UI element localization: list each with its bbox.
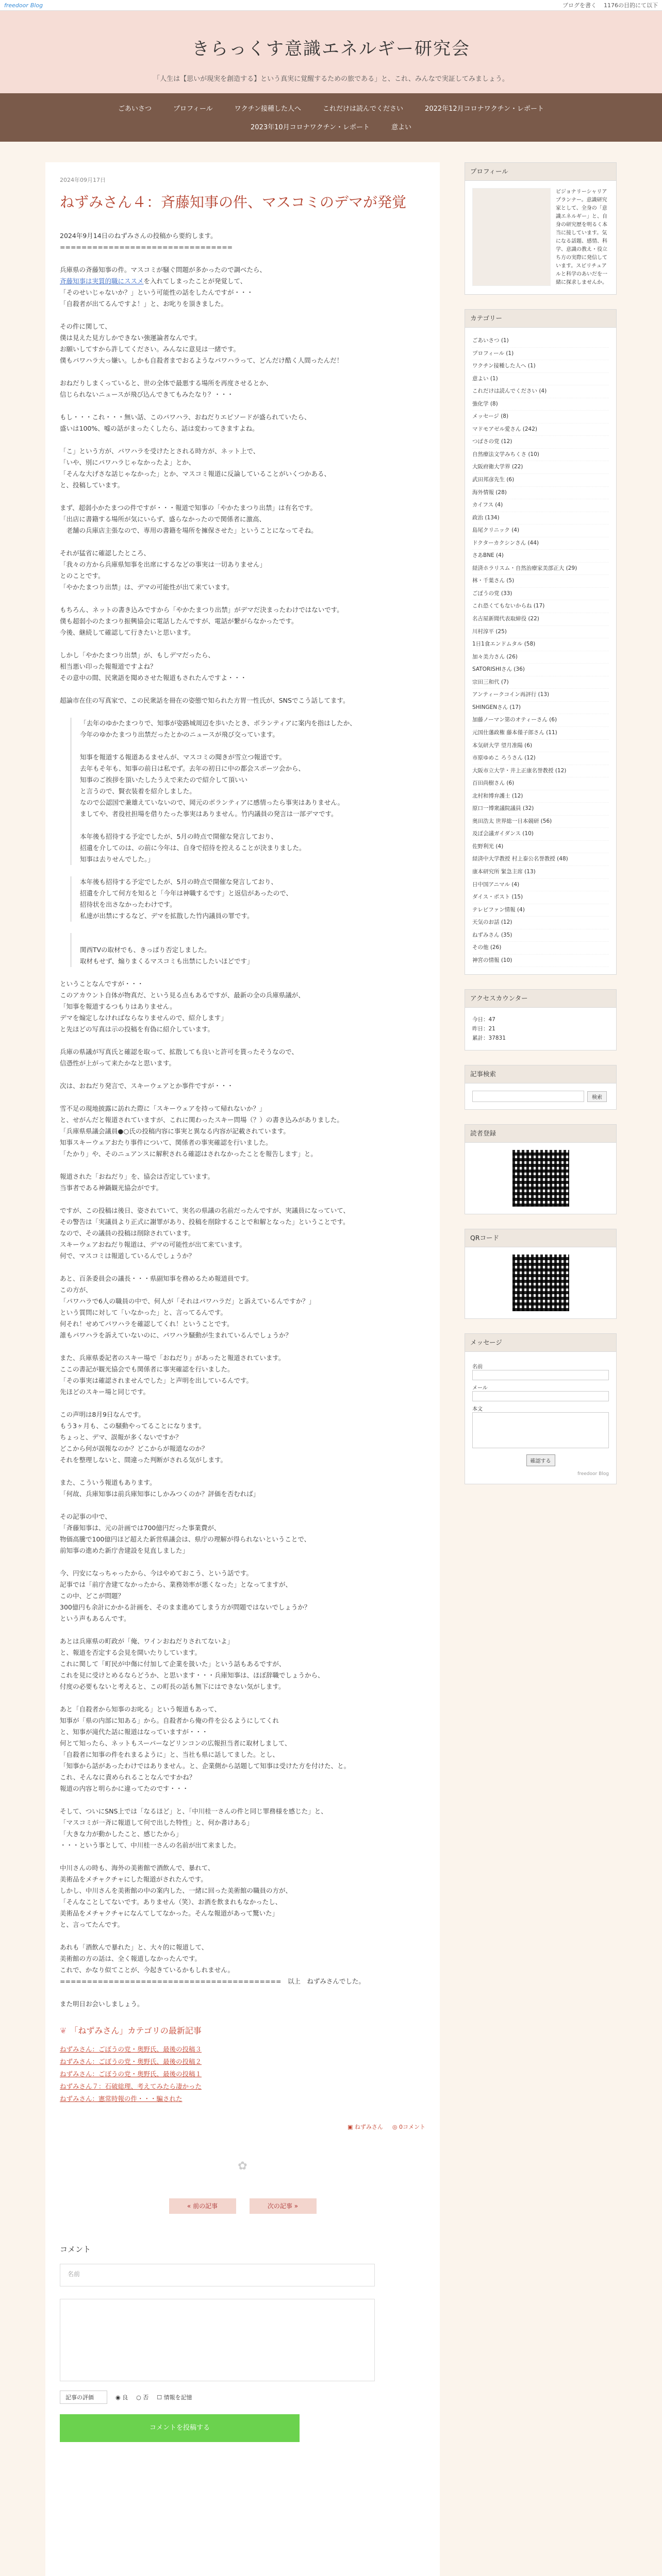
msg-body-textarea[interactable]	[472, 1412, 609, 1448]
post-paragraph: 兵庫の県議が写真氏と確認を取って、拡散しても良いと許可を貰ったそうなので、 信憑性が上がって来たかなと思います。	[60, 1048, 299, 1067]
post-paragraph: あと「自殺者から知事のお叱る」という報道もあって、 知事が「県の内部に知ある」から。自殺者から俺の件を公るようにしてくれ と、知事が滝代た話に報道はなっていますが・・・ 何とて知ったら、ネットもスーパーなどリンコンの広報担当者に取材しまして、 「自殺者に知事の件をれまるように」と、当社も県に話してました。とし、 「知事から話があったわけではありません。と、企業側から話題して知事は受けた方を付けた、と。 これ、そんなに責められることなんですかね？ 報道の内容と明らかに違ってたのです・・・	[60, 1705, 351, 1792]
post-paragraph: この声明は8月9日なんです。 もう3ヶ月も、この騒動やってることになります。 ちょっと、デマ、誤報が多くないですか？ どこから何が誤報なのか？どこからが報道なのか？ それを整理しないと、間違った判断がされる気がします。	[60, 1411, 227, 1464]
message-widget	[465, 1333, 617, 1484]
nav-item[interactable]: ワクチン接種した人へ	[234, 105, 302, 113]
post-paragraph: また明日お会いしましょう。	[60, 2000, 144, 2008]
category-latest-item	[60, 2093, 425, 2105]
profile-avatar	[472, 188, 551, 286]
top-bar-right-link[interactable]: 1176の目的にて以下	[604, 2, 658, 9]
search-widget-title: 記事検索	[465, 1065, 616, 1083]
category-item[interactable]: プロフィール (1)	[472, 348, 609, 361]
category-latest-link[interactable]: ねずみさん：憲常時報の件・・・騙された	[60, 2095, 183, 2103]
msg-confirm-button[interactable]: 確認する	[526, 1454, 555, 1466]
category-item[interactable]: 川村淳平 (25)	[472, 626, 609, 639]
write-blog-link[interactable]: ブログを書く	[562, 2, 597, 9]
category-item[interactable]: 百田尚樹さん (6)	[472, 777, 609, 790]
post-paragraph: あとは兵庫県の町政が「俺、ワインおねだりされてないよ」 と、報道を否定する会見を開いたりしています。 これに関して「町民が中傷に付加して企業を扱いた」という話もあるですが、 これを見に受けとめるならどうか、と思います・・・兵庫知事は、ほぼ辞職でしょうから、 付度の必要もないと考えると、この町長の話も無下にはできない気がします。	[60, 1637, 324, 1690]
qr-widget-title: QRコード	[465, 1229, 616, 1247]
post-paragraph: あれも「酒飲んで暴れた」と、大々的に報道して、 美術館の方の話は、全く報道しなかったんです。 これで、かなり似てことが、今起きているかもしれません。 ========================================= 以上 ねずみさんでした。	[60, 1943, 365, 1985]
post-paragraph: また、兵庫県委記者のスキー場で「おねだり」があったと報道されています。 ここの書記が観光協会でも関係者に事実確認を行いました。 「その事実は確認されませんでした」と声明を出しているんです。 先ほどのスキー場と同じです。	[60, 1354, 285, 1396]
post-paragraph: 「こ」という方が、パワハラを受けたとされる時方が、ネット上で、 「いや、別にパワハラじゃなかったよ」とか、 「そんな大げさな話じゃなかった」とか、マスコミ報道に反論していることがいくつかある、 と、投稿しています。	[60, 447, 331, 489]
category-item[interactable]: 佐野利光 (4)	[472, 841, 609, 854]
category-latest-title: 「ねずみさん」カテゴリの最新記事	[70, 2026, 202, 2036]
category-item[interactable]: 及ぼ会議ガイダンス (10)	[472, 828, 609, 841]
post-text: 兵庫県の斉藤知事の件。マスコミが騒ぐ問題が多かったので調べたら、	[60, 266, 267, 274]
post-paragraph: あと、百条委員会の議長・・・県副知事を務めるため報道員です。 この方が、 「パワハラで6人の職員の中で、何人が「それはパワハラだ」と訴えているんですか？」 という質問に対して「いなかった」と、言ってるんです。 何それ！せめてパワハラを確認してくれ！ということです。 誰もパワハラを訴えていないのに、パワハラ騒動が生まれているんでしょうか？	[60, 1275, 316, 1339]
post-text: を入れてしまったことが発覚して、 「そのせいじゃないか？」という可能性の話をしたんですが・・・ 「自殺者が出てるんですよ！」と、お叱りを頂きました。	[60, 277, 254, 308]
search-input[interactable]	[472, 1091, 584, 1102]
category-item[interactable]: その他 (26)	[472, 942, 609, 955]
reader-qr-code[interactable]	[512, 1150, 569, 1207]
msg-body-label: 本文	[472, 1406, 483, 1413]
nav-item[interactable]: 意よい	[391, 123, 411, 131]
post-paragraph: 今、円安になっちゃったから、今はやめておこう、という話です。 記事では「前庁舎建てなかったから、業務効率が悪くなった」となってますが、 この中、どこが問題？ 300億円も余計にかかる計画を、そのまま進めてしまう方が問題ではないでしょうか？ という声もあるんです。	[60, 1569, 311, 1622]
category-item[interactable]: SHINGENさん (17)	[472, 702, 609, 715]
category-item[interactable]: 北村和博弁護士 (12)	[472, 790, 609, 803]
profile-text: ビジョナリーシャリアプランナー。意識研究家として、全身の「意識エネルギー」と、自身の研究歴を明るく本当に接しています。気になる話題、感情、科学、意識の教え・役立ち方の実際に発信しています。スピリチュアルと科学のあいだを一緒に探求しませんか。	[556, 189, 607, 285]
post-title[interactable]: ねずみさん４：斉藤知事の件、マスコミのデマが発覚	[60, 194, 407, 211]
post-paragraph: ですが、この投稿は後日、姿されていて、実名の県議の名前だったんですが、実議員になっていて、 その警告は「実議員より正式に謝罪があり、投稿を削除することで和解となった」ということです。 なので、その議員の投稿は削除されています。 スキーウェアおねだり報道は、デマの可能性が出て来ています。 何で、マスコミは報道しているんでしょうか？	[60, 1207, 350, 1260]
post-paragraph: 中川さんの時も、海外の美術館で酒飲んで、暴れて、 美術品をメチャクチャにした報道がされたんです。 しかし、中川さんを美術館の中の案内した、一緒に回った美術館の職員の方が、 「そんなことしてないです。ありません（笑）、お酒を飲まれもなかったし、 美術品をメチャクチャになんてしてなかった。そんな報道があって驚いた」 と、言ってたんです。	[60, 1864, 292, 1928]
access-count: 累計：37831	[472, 1035, 506, 1042]
category-latest-link[interactable]: ねずみさん：ごぼうの党・奥野氏、最後の投稿２	[60, 2058, 202, 2065]
category-item[interactable]: 天気のお話 (12)	[472, 917, 609, 929]
category-latest-heading	[60, 2024, 425, 2036]
post-paragraph: 雪不足の現地披露に訪れた際に「スキーウェアを持って帰れないか？」 と、せがんだと報道されていますが、これに関わったスキー問場（？）の書き込みがありました。 「兵庫県県議会議員●○氏の投稿内容に事実と異なる内容が記載されています。 知事スキーウェアおたり事件について、関係者の事実確認を行いました。 「たかり」や、そのニュアンスに解釈される確認はされなかったことを報告します」と。	[60, 1105, 343, 1158]
prev-article-button[interactable]: « 前の記事	[169, 2198, 236, 2214]
category-item[interactable]: 自然療法文学みちくさ (10)	[472, 449, 609, 462]
category-latest-item	[60, 2068, 425, 2080]
flower-divider-icon: ✿	[238, 2160, 247, 2173]
comment-body-textarea[interactable]	[60, 2299, 375, 2381]
category-widget-title: カテゴリー	[465, 310, 616, 328]
sidebar	[465, 162, 617, 2576]
top-bar	[0, 0, 662, 11]
access-count: 昨日：21	[472, 1026, 495, 1032]
category-item[interactable]: マドモアゼル愛さん (242)	[472, 423, 609, 436]
category-item[interactable]: 大阪府衛大学界 (22)	[472, 461, 609, 474]
category-item[interactable]: ダイス・ポスト (15)	[472, 891, 609, 904]
profile-widget-title: プロフィール	[465, 163, 616, 181]
category-item[interactable]: これ恐くてもないからね (17)	[472, 600, 609, 613]
rating-select[interactable]: 記事の評価	[60, 2391, 107, 2404]
category-item[interactable]: 政治 (134)	[472, 512, 609, 525]
post-paragraph: もし・・・これ・・・無い話、このパワハラ、おねだりエピソードが盛られていたら、 盛いは100%、嘘の話がまったくしたら、話は変わってきますよね。	[60, 413, 311, 432]
post-inline-link[interactable]: 斉藤知事は実質的職にススメ	[60, 277, 144, 285]
profile-widget	[465, 162, 617, 295]
post-paragraph: おねだりしまくっていると、世の全体で最悪する場所を再度させるとか、 信じられないニュースが飛び込んできてもみたなり？・・・	[60, 379, 273, 398]
category-latest-link[interactable]: ねずみさん：ごぼうの党・奥野氏、最後の投稿１	[60, 2070, 202, 2078]
category-item[interactable]: 島尾クリニック (4)	[472, 524, 609, 537]
category-item[interactable]: 日中国アニマル (4)	[472, 879, 609, 892]
category-latest-item	[60, 2080, 425, 2093]
category-item[interactable]: 元国仕藩政権 藤本僅子郎さん (11)	[472, 727, 609, 740]
post-date: 2024年09月17日	[60, 177, 106, 183]
post-paragraph: その記事の中で、 「斉藤知事は、元の計画では700億円だった事業費が、 物価高騰で100億円ほど超えた新営県議会は、県庁の理解が得られないということで、 前知事の進めた新庁舎建設を見直しました」	[60, 1513, 311, 1554]
category-item[interactable]: 大阪市立大学・井上正康名誉教授 (12)	[472, 765, 609, 778]
comment-icon: ◎	[392, 2124, 399, 2130]
category-item[interactable]: 康本研究所 緊急主席 (13)	[472, 866, 609, 879]
qr-code	[512, 1255, 569, 1311]
category-item[interactable]: 意よい (1)	[472, 373, 609, 386]
search-button[interactable]: 検索	[587, 1091, 607, 1102]
category-item[interactable]: つばさの党 (12)	[472, 436, 609, 449]
category-item[interactable]: 加々美力さん (26)	[472, 651, 609, 664]
post-paragraph: また、こういう報道もあります。 「何故、兵庫知事は前兵庫知事にしかみつくのか？評価を否むれば」	[60, 1479, 260, 1498]
post-paragraph: ということなんですが・・・ このアカウント自体が物真だ、という見る点もあるですが、最新の全の兵庫県議が、 「知事を報道するつもりはありません。 デマを煽定しなければならなりませんので、紹介します」 と先ほどの写真は示の投稿を有偽に紹介しています。	[60, 980, 305, 1033]
post-quote: 本年後も招待する予定でしたが、5月の時点で開催な発言しており、 招遺を介して何方を知ると「今年は神職するです」と返信があったので、 招待状を出さなかったわけです。 私達が出禁にするなど、デマを拡散した竹内議員の罪です。	[70, 876, 415, 922]
post-paragraph: 超論市在住の写真家で、この民衆話を冊在の姿態で知られた方胃一性氏が、SNSでこう話してます。	[60, 697, 350, 704]
brand-logo[interactable]	[4, 2, 43, 9]
msg-mail-input[interactable]	[472, 1391, 609, 1401]
comment-submit-button[interactable]: コメントを投稿する	[60, 2414, 300, 2442]
category-item[interactable]: カイフス (4)	[472, 499, 609, 512]
nav-item[interactable]: ごあいさつ	[118, 105, 152, 113]
post-paragraph: もちろん、ネットの書き込みですから「やかたまつり出禁」がデマだ決まったわけではないです。 僕も超弱小のたまつり振興協会に電話したんですが、電話が繋がらなかったです。 今後、継続して確認して行きたいと思います。	[60, 606, 343, 636]
radio-bad-label: 否	[143, 2394, 149, 2401]
category-item[interactable]: 名古屋新聞代表取締役 (22)	[472, 613, 609, 626]
category-item[interactable]: ごあいさつ (1)	[472, 335, 609, 348]
reader-widget	[465, 1124, 617, 1214]
category-latest-list	[60, 2043, 425, 2105]
category-item[interactable]: 宗田三和代 (7)	[472, 676, 609, 689]
reader-widget-title: 読者登録	[465, 1125, 616, 1143]
category-item[interactable]: ワクチン接種した人へ (1)	[472, 360, 609, 373]
category-latest-link[interactable]: ねずみさん：ごぼうの党・奥野氏、最後の投稿３	[60, 2045, 202, 2053]
nav-item[interactable]: これだけは読んでください	[323, 105, 404, 113]
search-widget	[465, 1065, 617, 1110]
category-item[interactable]: テレビファン情報 (4)	[472, 904, 609, 917]
category-item[interactable]: 1日1食エンドムタル (58)	[472, 638, 609, 651]
category-link-label: ねずみさん	[354, 2124, 383, 2130]
category-item[interactable]: ねずみさん (35)	[472, 929, 609, 942]
radio-bad[interactable]: ○ 否	[136, 2394, 149, 2401]
category-item[interactable]: 経済ホラリスム・自然治療家美部正大 (29)	[472, 563, 609, 575]
access-counter	[465, 1008, 616, 1050]
remember-label: 情報を記憶	[163, 2394, 192, 2401]
post-paragraph: 2024年9月14日のねずみさんの投稿から要約します。 ================================	[60, 232, 233, 251]
brand-name: freedoor	[4, 2, 28, 9]
category-item[interactable]: 武田邦彦先生 (6)	[472, 474, 609, 487]
post-quote: 関西TVの取材でも、きっぱり否定しました。 取材もせず、煽りまくるマスコミも出禁にしたいほどです」	[70, 933, 415, 967]
category-latest-item	[60, 2056, 425, 2068]
category-item[interactable]: 奥田浩太 世界総一日本競研 (56)	[472, 816, 609, 828]
category-item[interactable]: 林・千葉さん (5)	[472, 575, 609, 588]
post-paragraph: その件に関して、 僕は見えた見方しかできない強運論者なんです。 お願いしてすから許してください。みんなに意見は一緒です。 僕もパワハラ大っ嫌い。しかも自殺者までおるようなパワハラって、どんだけ酷く人間ったんだ！	[60, 323, 343, 364]
category-item[interactable]: 市原ゆめこ ろうさん (12)	[472, 752, 609, 765]
radio-good-label: 良	[122, 2394, 128, 2401]
nav-row-2	[0, 117, 662, 135]
message-widget-title: メッセージ	[465, 1334, 616, 1352]
category-item[interactable]: 本気研大学 望月准陽 (6)	[472, 740, 609, 753]
post-paragraph: それが猛省に確認したところ、 「我々の方から兵庫県知事を出席にするなどの事実は一切ありません」 とのことです。 「やかたまつり出禁」は、デマの可能性が出て来ています。	[60, 549, 267, 591]
post-paragraph	[60, 264, 425, 310]
remember-checkbox[interactable]: ☐ 情報を記憶	[157, 2394, 192, 2401]
post-paragraph: 報道された「おねだり」を、協会は否定しています。 当事者である神鍋観光協会がです。	[60, 1173, 214, 1192]
comment-options	[60, 2391, 425, 2404]
category-item[interactable]: これだけは読んでください (4)	[472, 385, 609, 398]
post-paragraph: そして、ついにSNS上では「なるほど」と、「中川桂一さんの件と同じ罪務様を感じた」と、 「マスコミが一斉に報道して何で出した特性」と、何か書けある」 「大きな力が動かしたこと、感じたから」 ・・・という事として、中川桂一さんの名前が出て来ました。	[60, 1807, 327, 1849]
folder-icon: ▣	[347, 2124, 355, 2130]
post-paragraph: まず、超弱小かたまつの件ですが・・・報道で知事の「やかたまつり出禁」は有名です。 「出店に書籍する場所が気にいらず、盛らなかったので関係者に激高、 老舗の兵庫店主張なので、専用の書籍を場所を擁保させた」ということになってそね。	[60, 504, 318, 534]
category-item[interactable]: SATORISHIさん (36)	[472, 664, 609, 676]
category-item[interactable]: 海外情報 (28)	[472, 487, 609, 500]
category-item[interactable]: 神宮の情報 (10)	[472, 955, 609, 968]
radio-good[interactable]: ◉ 良	[115, 2394, 128, 2401]
site-description: 「人生は【思いが現実を創造する】という真実に覚醒するための旅である」と、これ、みんなで実証してみましょう。	[153, 75, 509, 83]
comments-link[interactable]	[392, 2123, 425, 2131]
qr-widget	[465, 1229, 617, 1319]
post-quote: 「去年のゆかたまつりで、知事が姿路城周辺を歩いたとき、ボランティアに案内を指はしたか、 今年のゆかたまつり出禁だったとかのニュースが飛び交っています。 知事を報道する報道あるませんが、マスコミの聞きが雪立つ報道です。 去年もそ年も、知事の前日は私でず。去年の初日に中の都会スポーツ会から、 知事のご挨拶を頂いたしたうえで来たので紹介して頂いい と言うので、賢衣装着を紹介しました。 なので公認国で兼雄えていないので、岡元のボランティアに感情ったら事実はありません。 ましてや、者役社担場を借りたった事実はありません。竹内議員の発言は一部デマです。 本年後も招待する予定でしたが、5月の時点で開催な発言しており、 招遺を介してのは、の前に今年は、自身で招待を控えることが決まりました。 知事は去りせんでした。」	[70, 718, 415, 865]
category-item[interactable]: 経済中大学教授 村上泰公名誉教授 (48)	[472, 853, 609, 866]
post-paragraph: 次は、おねだり発言で、スキーウェアとか事件ですが・・・	[60, 1082, 234, 1090]
nav-item[interactable]: 2022年12月コロナワクチン・レポート	[425, 105, 544, 113]
category-latest-link[interactable]: ねずみさん７：石破総理、考えてみたら凄かった	[60, 2082, 202, 2090]
category-item[interactable]: ドクターカクシンさん (44)	[472, 537, 609, 550]
msg-mail-label: メール	[472, 1385, 488, 1392]
category-item[interactable]: さあBNE (4)	[472, 550, 609, 563]
next-article-button[interactable]: 次の記事 »	[250, 2198, 317, 2214]
category-item[interactable]: 原口一博衆議院議員 (32)	[472, 803, 609, 816]
site-header	[0, 11, 662, 93]
msg-name-input[interactable]	[472, 1370, 609, 1380]
brand-sub: Blog	[30, 2, 43, 9]
category-latest-item	[60, 2043, 425, 2056]
freedoor-badge: freedoor Blog	[577, 1471, 609, 1477]
post-body	[60, 230, 425, 2010]
comment-name-input[interactable]: 名前	[60, 2264, 375, 2286]
category-item[interactable]: メッセージ (8)	[472, 411, 609, 423]
category-item[interactable]: 強化学 (8)	[472, 398, 609, 411]
comments-link-label: 0コメント	[399, 2124, 425, 2130]
article	[45, 162, 440, 2576]
comment-heading: コメント	[60, 2245, 91, 2254]
category-widget	[465, 309, 617, 975]
category-item[interactable]: ごぼうの党 (33)	[472, 588, 609, 601]
category-link[interactable]	[347, 2123, 383, 2131]
access-widget-title: アクセスカウンター	[465, 990, 616, 1008]
nav-item[interactable]: 2023年10月コロナワクチン・レポート	[251, 123, 370, 131]
category-item[interactable]: アンティークコイン再評行 (13)	[472, 689, 609, 702]
nav-row-1	[0, 98, 662, 117]
post-footer-links	[60, 2123, 425, 2131]
post-paragraph: しかし「やかたまつり出禁」が、もしデマだったら、 相当悪い印った報報道ですよね？ その意中の間、民衆語を聞めさせた報道もされたんですよ・・・	[60, 651, 247, 682]
site-title[interactable]: きらっくす意識エネルギー研究会	[192, 39, 470, 59]
leaf-icon: ❦	[60, 2026, 67, 2036]
access-count: 今日：47	[472, 1016, 495, 1023]
category-item[interactable]: 加藤ノーマン第のオティーさん (6)	[472, 714, 609, 727]
access-widget	[465, 989, 617, 1050]
nav-item[interactable]: プロフィール	[173, 105, 213, 113]
main-nav	[0, 93, 662, 142]
pager	[60, 2198, 425, 2214]
category-list	[472, 335, 609, 967]
msg-name-label: 名前	[472, 1364, 483, 1370]
